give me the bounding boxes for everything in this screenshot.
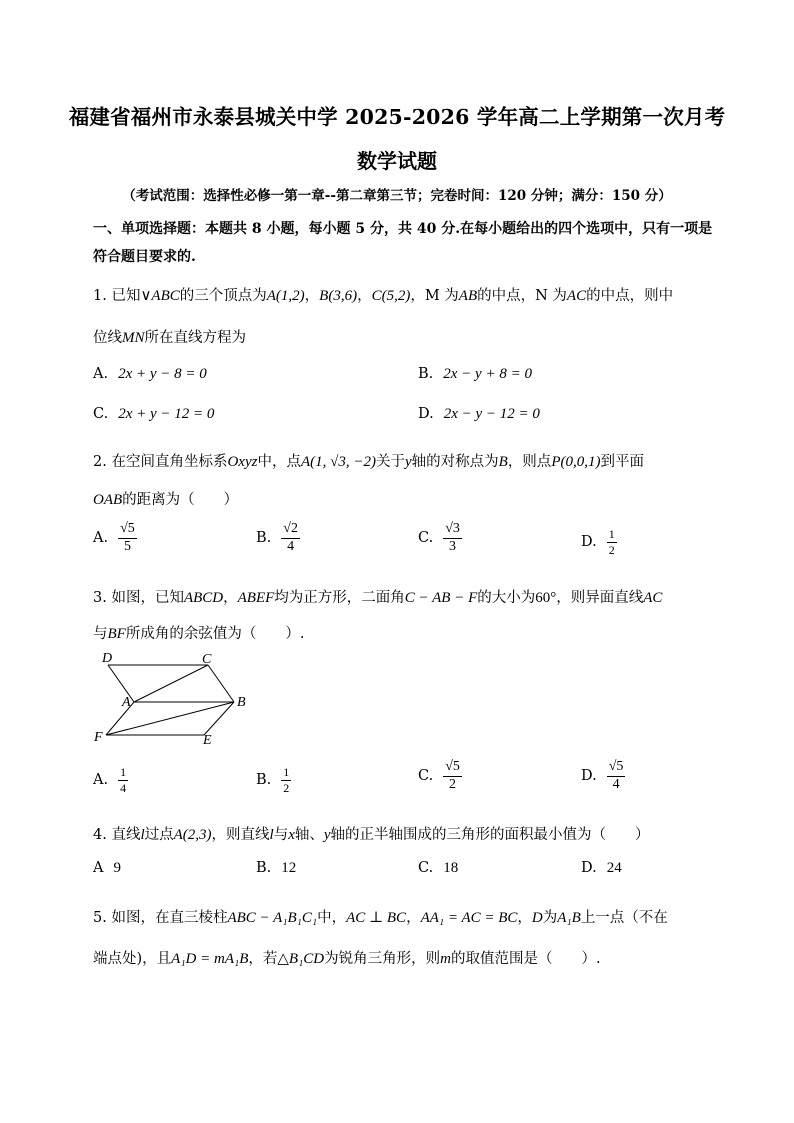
edge-cb bbox=[208, 665, 234, 702]
question-3-option-b[interactable]: B. $\frac{1}{2}$ bbox=[256, 765, 290, 795]
question-3-option-a[interactable]: A. $\frac{1}{4}$ bbox=[93, 765, 127, 795]
question-1-stem-cont: 位线MN所在直线方程为 bbox=[93, 330, 246, 346]
question-1-option-d[interactable]: D. 2x − y − 12 = 0 bbox=[418, 406, 540, 422]
label-f: F bbox=[94, 730, 103, 745]
question-4-option-a[interactable]: A 9 bbox=[93, 860, 121, 876]
question-1-option-c[interactable]: C. 2x + y − 12 = 0 bbox=[93, 406, 215, 422]
label-d: D bbox=[102, 651, 113, 666]
question-1-option-b[interactable]: B. 2x − y + 8 = 0 bbox=[418, 366, 532, 382]
question-2-option-d[interactable]: D. $\frac{1}{2}$ bbox=[581, 527, 615, 557]
exam-subtitle: 数学试题 bbox=[357, 149, 437, 173]
question-3-stem-cont: 与BF所成角的余弦值为（ ）. bbox=[93, 626, 305, 642]
question-5-stem-cont: 端点处)，且A₁D = mA₁B，若△B₁CD为锐角三角形，则m的取值范围是（ ）. bbox=[93, 951, 601, 967]
question-2-option-a[interactable]: A. $\frac{√5}{5}$ bbox=[93, 521, 135, 554]
question-1-option-a[interactable]: A. 2x + y − 8 = 0 bbox=[93, 366, 207, 382]
exam-title: 福建省福州市永泰县城关中学 2025-2026 学年高二上学期第一次月考 bbox=[68, 105, 726, 129]
question-5-stem: 5. 如图，在直三棱柱ABC − A₁B₁C₁中，AC ⊥ BC，AA₁ = AC = BC，D为A₁B上一点（不在 bbox=[93, 910, 668, 926]
question-4-stem: 4. 直线l过点A(2,3)，则直线l与x轴、y轴的正半轴围成的三角形的面积最小值为（ ） bbox=[93, 827, 650, 843]
question-4-option-b[interactable]: B. 12 bbox=[256, 860, 297, 876]
label-a: A bbox=[122, 695, 131, 710]
label-c: C bbox=[202, 652, 212, 667]
exam-scope: （考试范围：选择性必修一第一章--第二章第三节；完卷时间：120 分钟；满分：150 分） bbox=[122, 188, 672, 204]
label-e: E bbox=[203, 733, 212, 748]
question-3-figure bbox=[90, 645, 260, 750]
question-3-option-d[interactable]: D. $\frac{√5}{4}$ bbox=[581, 759, 624, 792]
question-2-option-b[interactable]: B. $\frac{√2}{4}$ bbox=[256, 521, 298, 554]
edge-be bbox=[204, 702, 234, 735]
question-4-option-d[interactable]: D. 24 bbox=[581, 860, 622, 876]
question-3-stem: 3. 如图，已知ABCD，ABEF均为正方形，二面角C − AB − F的大小为60°，则异面直线AC bbox=[93, 590, 663, 606]
section-heading-cont: 符合题目要求的. bbox=[93, 249, 196, 265]
section-heading: 一、单项选择题：本题共 8 小题，每小题 5 分，共 40 分.在每小题给出的四个选项中，只有一项是 bbox=[93, 221, 713, 237]
question-2-stem: 2. 在空间直角坐标系Oxyz中，点A(1, √3, −2)关于y轴的对称点为B，则点P(0,0,1)到平面 bbox=[93, 454, 644, 470]
question-2-option-c[interactable]: C. $\frac{√3}{3}$ bbox=[418, 521, 460, 554]
label-b: B bbox=[237, 695, 246, 710]
edge-ac bbox=[134, 665, 208, 702]
question-2-stem-cont: OAB的距离为（ ） bbox=[93, 492, 239, 508]
question-1-stem: 1. 已知∨ABC的三个顶点为A(1,2)，B(3,6)，C(5,2)，M 为AB的中点，N 为AC的中点，则中 bbox=[93, 288, 674, 304]
question-3-option-c[interactable]: C. $\frac{√5}{2}$ bbox=[418, 759, 460, 792]
question-4-option-c[interactable]: C. 18 bbox=[418, 860, 459, 876]
